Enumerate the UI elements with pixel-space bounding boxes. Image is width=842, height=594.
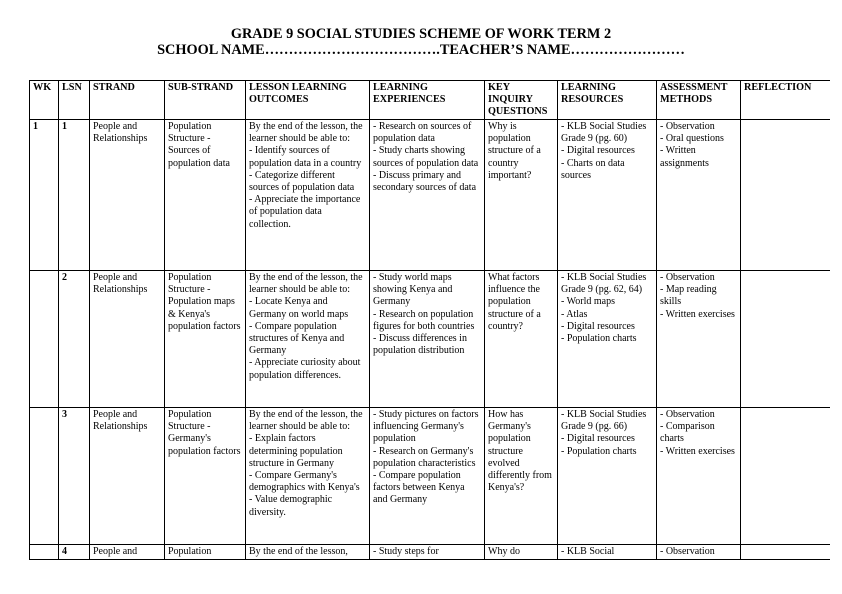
cell-key-question: What factors influence the population structure of a country? <box>485 271 558 408</box>
outcome-item: - Identify sources of population data in a country <box>249 145 362 169</box>
outcome-item: - Locate Kenya and Germany on world maps <box>249 296 349 320</box>
scheme-of-work-table <box>29 80 830 560</box>
cell-week <box>30 271 59 408</box>
column-header-experiences: LEARNING EXPERIENCES <box>370 81 485 120</box>
cell-outcomes <box>246 408 370 545</box>
resource-item: - Charts on data sources <box>561 157 625 181</box>
cell-lesson: 1 <box>59 120 90 271</box>
column-header-sub-strand: SUB-STRAND <box>165 81 246 120</box>
cell-strand: People and <box>90 545 165 560</box>
cell-reflection <box>741 408 831 545</box>
cell-experiences <box>370 120 485 271</box>
table-row <box>30 271 831 408</box>
cell-strand: People and Relationships <box>90 120 165 271</box>
resource-item: - Population charts <box>561 333 637 345</box>
experience-item: - Discuss differences in population distribution <box>373 333 467 357</box>
assessment-item: - Comparison charts <box>660 421 715 445</box>
experience-item: - Study pictures on factors influencing Germany's population <box>373 409 479 445</box>
resource-item: - Digital resources <box>561 145 635 157</box>
experience-item: - Compare population factors between Kenya and Germany <box>373 470 465 506</box>
outcome-item: By the end of the lesson, the learner should be able to: <box>249 121 363 145</box>
resource-item: - Atlas <box>561 308 588 320</box>
assessment-item: - Written exercises <box>660 445 735 457</box>
outcome-item: - Compare Germany's demographics with Kenya's <box>249 470 360 494</box>
outcome-item: - Compare population structures of Kenya and Germany <box>249 320 345 357</box>
outcome-item: - Appreciate curiosity about population differences. <box>249 357 361 381</box>
scheme-table-container <box>29 80 830 564</box>
table-row <box>30 545 831 560</box>
table-header-row <box>30 81 831 120</box>
column-header-resources: LEARNING RESOURCES <box>558 81 657 120</box>
outcome-item: By the end of the lesson, the learner should be able to: <box>249 409 363 433</box>
cell-sub-strand: Population Structure - Germany's population factors <box>165 408 246 545</box>
cell-lesson: 2 <box>59 271 90 408</box>
resource-item: - KLB Social Studies Grade 9 (pg. 62, 64) <box>561 272 647 296</box>
table-row <box>30 408 831 545</box>
outcome-item: By the end of the lesson, the learner should be able to: <box>249 272 363 296</box>
cell-sub-strand: Population Structure - Sources of population data <box>165 120 246 271</box>
outcome-item: - Appreciate the importance of population data collection. <box>249 194 361 230</box>
cell-assessment <box>657 120 741 271</box>
experience-item: - Study world maps showing Kenya and Germany <box>373 272 453 308</box>
cell-lesson: 3 <box>59 408 90 545</box>
resource-item: - KLB Social Studies Grade 9 (pg. 60) <box>561 121 647 145</box>
cell-strand: People and Relationships <box>90 408 165 545</box>
cell-resources <box>558 545 657 560</box>
cell-sub-strand: Population <box>165 545 246 560</box>
cell-key-question: Why is population structure of a country important? <box>485 120 558 271</box>
assessment-item: - Oral questions <box>660 133 724 145</box>
cell-assessment <box>657 408 741 545</box>
experience-item: - Research on sources of population data <box>373 121 472 145</box>
cell-resources <box>558 120 657 271</box>
page-title <box>0 26 842 58</box>
experience-item: - Discuss primary and secondary sources of data <box>373 169 477 194</box>
assessment-item: - Written assignments <box>660 145 709 169</box>
resource-item: - KLB Social Studies Grade 9 (pg. 66) <box>561 409 647 433</box>
cell-key-question: How has Germany's population structure evolved differently from Kenya's? <box>485 408 558 545</box>
outcome-item: - Categorize different sources of population data <box>249 169 355 194</box>
experience-item: - Research on Germany's population characteristics <box>373 445 476 469</box>
column-header-outcomes: LESSON LEARNING OUTCOMES <box>246 81 370 120</box>
column-header-key-questions: KEY INQUIRY QUESTIONS <box>485 81 558 120</box>
cell-outcomes <box>246 545 370 560</box>
column-header-reflection: REFLECTION <box>741 81 831 120</box>
document-title: GRADE 9 SOCIAL STUDIES SCHEME OF WORK TERM 2 <box>230 26 612 42</box>
cell-sub-strand: Population Structure - Population maps & Kenya's population factors <box>165 271 246 408</box>
cell-resources <box>558 271 657 408</box>
resource-item: - Digital resources <box>561 320 635 332</box>
resource-item: - KLB Social <box>561 546 615 557</box>
cell-experiences <box>370 271 485 408</box>
cell-reflection <box>741 120 831 271</box>
cell-key-question: Why do <box>485 545 558 560</box>
column-header-wk: WK <box>30 81 59 120</box>
column-header-lsn: LSN <box>59 81 90 120</box>
cell-week <box>30 408 59 545</box>
assessment-item: - Observation <box>660 409 715 420</box>
cell-week <box>30 545 59 560</box>
cell-outcomes <box>246 271 370 408</box>
column-header-strand: STRAND <box>90 81 165 120</box>
assessment-item: - Observation <box>660 121 715 132</box>
experience-item: - Research on population figures for both countries <box>373 308 475 332</box>
resource-item: - Digital resources <box>561 433 635 445</box>
cell-assessment <box>657 545 741 560</box>
experience-item: - Study steps for <box>373 546 439 557</box>
assessment-item: - Observation <box>660 272 715 283</box>
resource-item: - Population charts <box>561 445 637 457</box>
cell-lesson: 4 <box>59 545 90 560</box>
outcome-item: By the end of the lesson, <box>249 546 348 557</box>
cell-resources <box>558 408 657 545</box>
school-teacher-line: SCHOOL NAME……………………………….TEACHER’S NAME…………………… <box>157 42 685 58</box>
cell-reflection <box>741 271 831 408</box>
cell-outcomes <box>246 120 370 271</box>
assessment-item: - Observation <box>660 546 715 557</box>
cell-assessment <box>657 271 741 408</box>
cell-strand: People and Relationships <box>90 271 165 408</box>
cell-experiences <box>370 408 485 545</box>
cell-experiences <box>370 545 485 560</box>
cell-week: 1 <box>30 120 59 271</box>
assessment-item: - Map reading skills <box>660 284 717 308</box>
outcome-item: - Explain factors determining population structure in Germany <box>249 433 343 469</box>
experience-item: - Study charts showing sources of population data <box>373 145 479 169</box>
resource-item: - World maps <box>561 296 616 308</box>
outcome-item: - Value demographic diversity. <box>249 494 333 518</box>
table-row <box>30 120 831 271</box>
cell-reflection <box>741 545 831 560</box>
assessment-item: - Written exercises <box>660 308 735 320</box>
column-header-assessment: ASSESSMENT METHODS <box>657 81 741 120</box>
